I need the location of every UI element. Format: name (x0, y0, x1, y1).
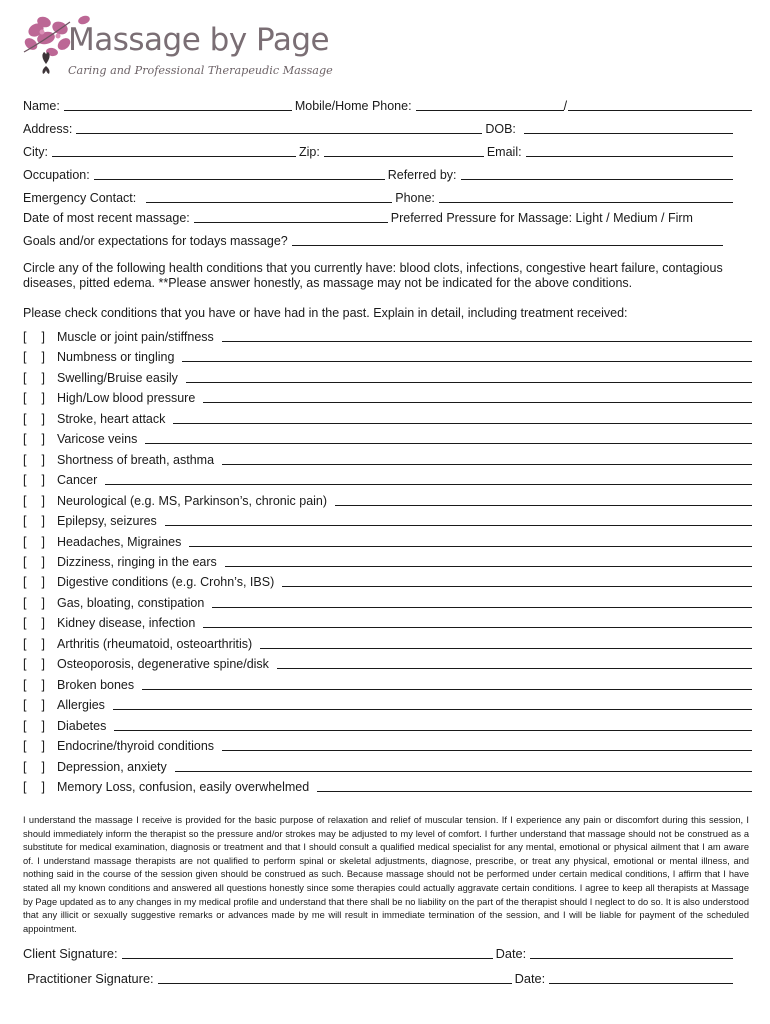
condition-row (23, 551, 755, 569)
practitioner-date-label: Date: (514, 971, 546, 986)
condition-checkbox[interactable] (23, 514, 45, 528)
condition-checkbox[interactable] (23, 739, 45, 753)
condition-detail-field[interactable] (335, 505, 752, 506)
condition-detail-field[interactable] (282, 586, 752, 587)
consent-disclaimer (23, 814, 749, 936)
condition-detail-field[interactable] (113, 709, 752, 710)
checkbox-close-bracket: ] (41, 493, 45, 508)
condition-label: Memory Loss, confusion, easily overwhelmed (57, 779, 310, 794)
recent-massage-label: Date of most recent massage: (23, 211, 190, 225)
condition-checkbox[interactable] (23, 330, 45, 344)
address-label: Address: (23, 122, 73, 136)
client-signature-label: Client Signature: (23, 946, 118, 961)
condition-checkbox[interactable] (23, 575, 45, 589)
condition-detail-field[interactable] (317, 791, 752, 792)
condition-label: Muscle or joint pain/stiffness (57, 330, 214, 344)
practitioner-signature-field[interactable] (158, 983, 512, 984)
condition-detail-field[interactable] (277, 668, 752, 669)
condition-label: Cancer (57, 473, 98, 488)
condition-checkbox[interactable] (23, 698, 45, 712)
condition-row (23, 735, 755, 753)
row-emergency-contact (23, 187, 755, 205)
condition-label: Varicose veins (57, 432, 138, 447)
occupation-label: Occupation: (23, 168, 90, 182)
condition-row (23, 633, 755, 651)
checkbox-close-bracket: ] (41, 370, 45, 385)
checkbox-close-bracket: ] (41, 452, 45, 467)
condition-checkbox[interactable] (23, 473, 45, 487)
condition-checkbox[interactable] (23, 494, 45, 508)
emergency-phone-field[interactable] (439, 202, 733, 203)
brand-tagline: Caring and Professional Therapeudic Massage (68, 64, 333, 77)
condition-detail-field[interactable] (186, 382, 752, 383)
checkbox-open-bracket: [ (23, 636, 27, 651)
condition-detail-field[interactable] (114, 730, 752, 731)
condition-checkbox[interactable] (23, 637, 45, 651)
goals-field[interactable] (292, 245, 723, 246)
condition-detail-field[interactable] (165, 525, 752, 526)
condition-detail-field[interactable] (182, 361, 752, 362)
emergency-field[interactable] (146, 202, 392, 203)
checkbox-close-bracket: ] (41, 555, 45, 569)
checkbox-open-bracket: [ (23, 391, 27, 406)
emergency-label: Emergency Contact: (23, 191, 137, 205)
checkbox-close-bracket: ] (41, 575, 45, 590)
brand-title: Massage by Page (68, 22, 330, 58)
checkbox-open-bracket: [ (23, 575, 27, 590)
email-label: Email: (486, 145, 522, 159)
condition-label: Headaches, Migraines (57, 534, 182, 549)
condition-label: Arthritis (rheumatoid, osteoarthritis) (57, 636, 253, 651)
condition-label: Shortness of breath, asthma (57, 452, 215, 467)
row-goals (23, 230, 755, 248)
condition-row (23, 715, 755, 733)
checkbox-open-bracket: [ (23, 595, 27, 610)
checkbox-close-bracket: ] (41, 411, 45, 426)
checkbox-close-bracket: ] (41, 595, 45, 610)
client-signature-field[interactable] (122, 958, 493, 959)
condition-checkbox[interactable] (23, 535, 45, 549)
checkbox-close-bracket: ] (41, 779, 45, 794)
condition-label: Endocrine/thyroid conditions (57, 739, 215, 753)
condition-row (23, 367, 755, 385)
practitioner-signature-label: Practitioner Signature: (27, 971, 154, 986)
goals-label: Goals and/or expectations for todays massage? (23, 234, 288, 248)
checkbox-open-bracket: [ (23, 534, 27, 549)
condition-detail-field[interactable] (212, 607, 752, 608)
address-field[interactable] (76, 133, 482, 134)
condition-detail-field[interactable] (222, 750, 752, 751)
condition-checkbox[interactable] (23, 678, 45, 692)
checkbox-open-bracket: [ (23, 779, 27, 794)
condition-checkbox[interactable] (23, 596, 45, 610)
referred-field[interactable] (461, 179, 734, 180)
row-recent-massage (23, 207, 755, 225)
condition-row (23, 653, 755, 671)
checkbox-open-bracket: [ (23, 411, 27, 426)
checkbox-open-bracket: [ (23, 493, 27, 508)
checkbox-close-bracket: ] (41, 330, 45, 344)
phone-field-1[interactable] (416, 110, 564, 111)
condition-label: Broken bones (57, 677, 135, 692)
condition-row (23, 510, 755, 528)
phone-field-2[interactable] (568, 110, 752, 111)
condition-label: Depression, anxiety (57, 759, 167, 774)
condition-detail-field[interactable] (222, 464, 752, 465)
condition-label: Swelling/Bruise easily (57, 370, 178, 385)
condition-row (23, 387, 755, 405)
condition-row (23, 756, 755, 774)
checkbox-close-bracket: ] (41, 759, 45, 774)
condition-detail-field[interactable] (145, 443, 752, 444)
condition-detail-field[interactable] (260, 648, 752, 649)
condition-row (23, 531, 755, 549)
checkbox-open-bracket: [ (23, 370, 27, 385)
checkbox-close-bracket: ] (41, 534, 45, 549)
condition-label: Digestive conditions (e.g. Crohn’s, IBS) (57, 575, 275, 590)
checkbox-open-bracket: [ (23, 330, 27, 344)
checkbox-close-bracket: ] (41, 739, 45, 753)
condition-checkbox[interactable] (23, 760, 45, 774)
checkbox-open-bracket: [ (23, 514, 27, 528)
checkbox-open-bracket: [ (23, 657, 27, 672)
row-address-dob (23, 118, 755, 136)
condition-checkbox[interactable] (23, 412, 45, 426)
condition-detail-field[interactable] (189, 546, 752, 547)
condition-row (23, 674, 755, 692)
condition-label: Neurological (e.g. MS, Parkinson’s, chronic pain) (57, 493, 328, 508)
checkbox-open-bracket: [ (23, 759, 27, 774)
phone-separator: / (563, 99, 568, 113)
condition-checkbox[interactable] (23, 555, 45, 569)
row-name-phone (23, 95, 755, 113)
checkbox-close-bracket: ] (41, 350, 45, 365)
condition-detail-field[interactable] (222, 341, 752, 342)
checkbox-open-bracket: [ (23, 718, 27, 733)
condition-label: Osteoporosis, degenerative spine/disk (57, 657, 269, 672)
dob-field[interactable] (524, 133, 733, 134)
email-field[interactable] (526, 156, 733, 157)
condition-checkbox[interactable] (23, 719, 45, 733)
disclaimer-text: I understand the massage I receive is provided for the basic purpose of relaxation and relief of muscular tension. If I experience any pain or discomfort during this session, I should immediately inform the therapist so the pressure and/or strokes may be adjusted to my level of comfort. I further understand that massage should not be construed as a substitute for medical examination, diagnosis or treatment and that I should consult a qualified medical specialist for any mental, emotional or physical ailment that I am aware of. I understand massage therapists are not qualified to perform spinal or skeletal adjustments, diagnose, prescribe, or treat any physical, emotional or mental illness, and nothing said in the course of the session given should be construed as such. Because massage should not be performed under certain medical conditions, I affirm that I have stated all my known conditions and answered all questions honestly since some therapies could actually aggravate certain conditions. I agree to keep all therapists at Massage by Page updated as to any changes in my medical profile and understand that there shall be no liability on the part of the therapist should I neglect to do so. It is also understood that any illicit or sexually suggestive remarks or advances made by me will result in immediate termination of the session, and I will be liable for payment of the scheduled appointment. (23, 815, 749, 934)
checkbox-close-bracket: ] (41, 698, 45, 713)
checkbox-open-bracket: [ (23, 473, 27, 488)
check-intro-text: Please check conditions that you have or have had in the past. Explain in detail, including treatment received: (23, 306, 628, 320)
row-occupation-referral (23, 164, 755, 182)
checkbox-open-bracket: [ (23, 555, 27, 569)
condition-label: Allergies (57, 698, 105, 713)
client-date-field[interactable] (530, 958, 733, 959)
checkbox-close-bracket: ] (41, 718, 45, 733)
recent-massage-field[interactable] (194, 222, 388, 223)
checkbox-close-bracket: ] (41, 391, 45, 406)
condition-label: Gas, bloating, constipation (57, 595, 205, 610)
condition-checkbox[interactable] (23, 657, 45, 671)
phone-label: Mobile/Home Phone: (294, 99, 412, 113)
condition-detail-field[interactable] (203, 627, 752, 628)
condition-checkbox[interactable] (23, 371, 45, 385)
condition-label: Dizziness, ringing in the ears (57, 555, 217, 569)
condition-checkbox[interactable] (23, 432, 45, 446)
occupation-field[interactable] (94, 179, 385, 180)
condition-checkbox[interactable] (23, 780, 45, 794)
condition-row (23, 346, 755, 364)
contraindications-text: Circle any of the following health conditions that you currently have: blood clots, infections, congestive heart failure, contagious diseases, pitted edema. **Please answer honestly, as massage may not be indicated for the above conditions. (23, 261, 723, 290)
row-city-zip-email (23, 141, 755, 159)
checkbox-close-bracket: ] (41, 514, 45, 528)
checkbox-close-bracket: ] (41, 616, 45, 631)
condition-row (23, 449, 755, 467)
checkbox-open-bracket: [ (23, 698, 27, 713)
checkbox-open-bracket: [ (23, 350, 27, 365)
row-practitioner-signature (27, 968, 755, 986)
checkbox-open-bracket: [ (23, 452, 27, 467)
dob-label: DOB: (485, 122, 516, 136)
client-date-label: Date: (495, 946, 527, 961)
condition-row (23, 612, 755, 630)
condition-label: Numbness or tingling (57, 350, 175, 365)
pressure-preference[interactable]: Preferred Pressure for Massage: Light / Medium / Firm (390, 211, 693, 225)
practitioner-date-field[interactable] (549, 983, 733, 984)
checkbox-open-bracket: [ (23, 677, 27, 692)
row-client-signature (23, 943, 755, 961)
condition-checkbox[interactable] (23, 453, 45, 467)
checkbox-open-bracket: [ (23, 739, 27, 753)
condition-checkbox[interactable] (23, 616, 45, 630)
name-field[interactable] (64, 110, 292, 111)
condition-label: High/Low blood pressure (57, 391, 196, 406)
condition-label: Diabetes (57, 718, 107, 733)
condition-detail-field[interactable] (105, 484, 752, 485)
checkbox-close-bracket: ] (41, 636, 45, 651)
condition-row (23, 469, 755, 487)
name-label: Name: (23, 99, 60, 113)
zip-field[interactable] (324, 156, 484, 157)
condition-label: Kidney disease, infection (57, 616, 196, 631)
checkbox-close-bracket: ] (41, 657, 45, 672)
checkbox-open-bracket: [ (23, 432, 27, 447)
condition-label: Epilepsy, seizures (57, 514, 157, 528)
checkbox-close-bracket: ] (41, 473, 45, 488)
condition-checkbox[interactable] (23, 391, 45, 405)
condition-detail-field[interactable] (203, 402, 752, 403)
condition-checkbox[interactable] (23, 350, 45, 364)
condition-label: Stroke, heart attack (57, 411, 166, 426)
condition-row (23, 408, 755, 426)
emergency-phone-label: Phone: (395, 191, 435, 205)
butterfly-icon (42, 52, 49, 74)
zip-label: Zip: (299, 145, 320, 159)
condition-row (23, 490, 755, 508)
referred-label: Referred by: (387, 168, 457, 182)
condition-detail-field[interactable] (142, 689, 752, 690)
condition-detail-field[interactable] (175, 771, 752, 772)
condition-row (23, 592, 755, 610)
condition-row (23, 571, 755, 589)
condition-row (23, 428, 755, 446)
condition-row (23, 326, 755, 344)
checkbox-open-bracket: [ (23, 616, 27, 631)
condition-row (23, 694, 755, 712)
city-label: City: (23, 145, 48, 159)
checkbox-close-bracket: ] (41, 432, 45, 447)
city-field[interactable] (52, 156, 296, 157)
condition-detail-field[interactable] (173, 423, 752, 424)
checkbox-close-bracket: ] (41, 677, 45, 692)
condition-row (23, 776, 755, 794)
condition-detail-field[interactable] (225, 566, 752, 567)
